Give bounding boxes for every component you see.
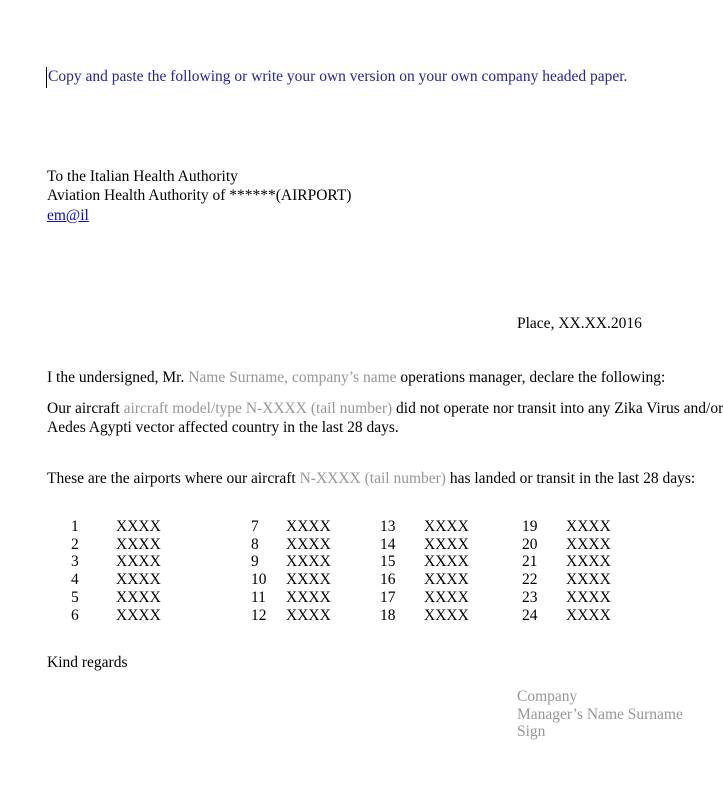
airport-code: XXXX — [116, 535, 161, 553]
aircraft-text-tail: Aedes Agypti vector affected country in the last 28 days. — [47, 419, 399, 437]
airport-code: XXXX — [566, 588, 611, 606]
airport-code: XXXX — [116, 518, 161, 535]
airport-code: XXXX — [566, 535, 611, 553]
airport-index: 7 — [251, 518, 259, 535]
table-row — [71, 589, 626, 607]
declaration-text: I the undersigned, Mr. — [47, 369, 189, 386]
airport-index: 20 — [522, 535, 538, 553]
airport-index: 2 — [71, 535, 79, 553]
airport-index: 5 — [71, 588, 79, 606]
airport-code: XXXX — [116, 606, 161, 624]
airports-text: These are the airports where our aircraft — [47, 470, 300, 487]
airport-index: 21 — [522, 553, 538, 571]
airport-code: XXXX — [286, 606, 331, 624]
aircraft-text: Our aircraft — [47, 400, 124, 417]
signature-manager-name: Manager’s Name Surname — [517, 705, 683, 723]
airport-code: XXXX — [566, 553, 611, 571]
place-date-line: Place, XX.XX.2016 — [517, 315, 642, 332]
declaration-text-tail: operations manager, declare the following: — [396, 369, 666, 386]
airport-code: XXXX — [424, 535, 469, 553]
airport-index: 1 — [71, 518, 79, 535]
airport-index: 12 — [251, 606, 267, 624]
airport-index: 15 — [380, 553, 396, 571]
table-row — [71, 518, 626, 536]
airport-index: 13 — [380, 518, 396, 535]
airport-code: XXXX — [286, 535, 331, 553]
airport-index: 3 — [71, 553, 79, 571]
aircraft-model-placeholder: aircraft model/type N-XXXX (tail number) — [123, 400, 393, 417]
table-row — [71, 553, 626, 571]
paragraph-airports — [47, 469, 695, 488]
airport-code: XXXX — [286, 553, 331, 571]
airport-code: XXXX — [424, 588, 469, 606]
airport-code: XXXX — [566, 571, 611, 589]
airport-index: 19 — [522, 518, 538, 535]
closing-text: Kind regards — [47, 654, 128, 671]
airport-code: XXXX — [424, 518, 469, 535]
airport-index: 10 — [251, 571, 267, 589]
airport-table-body — [71, 518, 626, 624]
airport-code: XXXX — [424, 553, 469, 571]
aircraft-text-mid: did not operate nor transit into any Zika Virus and/or — [392, 400, 723, 417]
airport-code: XXXX — [566, 518, 611, 535]
table-row — [71, 571, 626, 589]
airport-index: 9 — [251, 553, 259, 571]
declaration-name-placeholder: Name Surname, company’s name — [188, 369, 397, 386]
paragraph-declaration — [47, 368, 665, 387]
airport-index: 14 — [380, 535, 396, 553]
airport-code: XXXX — [286, 518, 331, 535]
airports-tail-number-placeholder: N-XXXX (tail number) — [299, 470, 446, 487]
airport-index: 11 — [251, 588, 266, 606]
text-cursor — [46, 67, 47, 88]
airport-index: 6 — [71, 606, 79, 624]
airport-index: 8 — [251, 535, 259, 553]
airport-code: XXXX — [116, 571, 161, 589]
paragraph-aircraft — [47, 399, 723, 438]
airport-index: 24 — [522, 606, 538, 624]
airport-index: 4 — [71, 571, 79, 589]
signature-block — [517, 688, 683, 741]
email-link[interactable]: em@il — [47, 206, 89, 224]
airport-index: 18 — [380, 606, 396, 624]
airport-index: 22 — [522, 571, 538, 589]
signature-company: Company — [517, 688, 578, 705]
airport-table — [71, 518, 626, 624]
signature-sign: Sign — [517, 723, 546, 741]
table-row — [71, 607, 626, 625]
airport-code: XXXX — [566, 606, 611, 624]
recipient-address-block — [47, 167, 351, 225]
recipient-line-1: To the Italian Health Authority — [47, 168, 238, 185]
airport-code: XXXX — [286, 588, 331, 606]
airport-code: XXXX — [424, 606, 469, 624]
airports-text-tail: has landed or transit in the last 28 days: — [445, 470, 696, 487]
airport-code: XXXX — [116, 553, 161, 571]
table-row — [71, 536, 626, 554]
airport-index: 16 — [380, 571, 396, 589]
instruction-text: Copy and paste the following or write your own version on your own company headed paper. — [48, 68, 628, 85]
airport-code: XXXX — [116, 588, 161, 606]
recipient-line-2: Aviation Health Authority of ******(AIRPORT) — [47, 187, 352, 205]
airport-code: XXXX — [286, 571, 331, 589]
airport-index: 17 — [380, 588, 396, 606]
airport-code: XXXX — [424, 571, 469, 589]
airport-index: 23 — [522, 588, 538, 606]
